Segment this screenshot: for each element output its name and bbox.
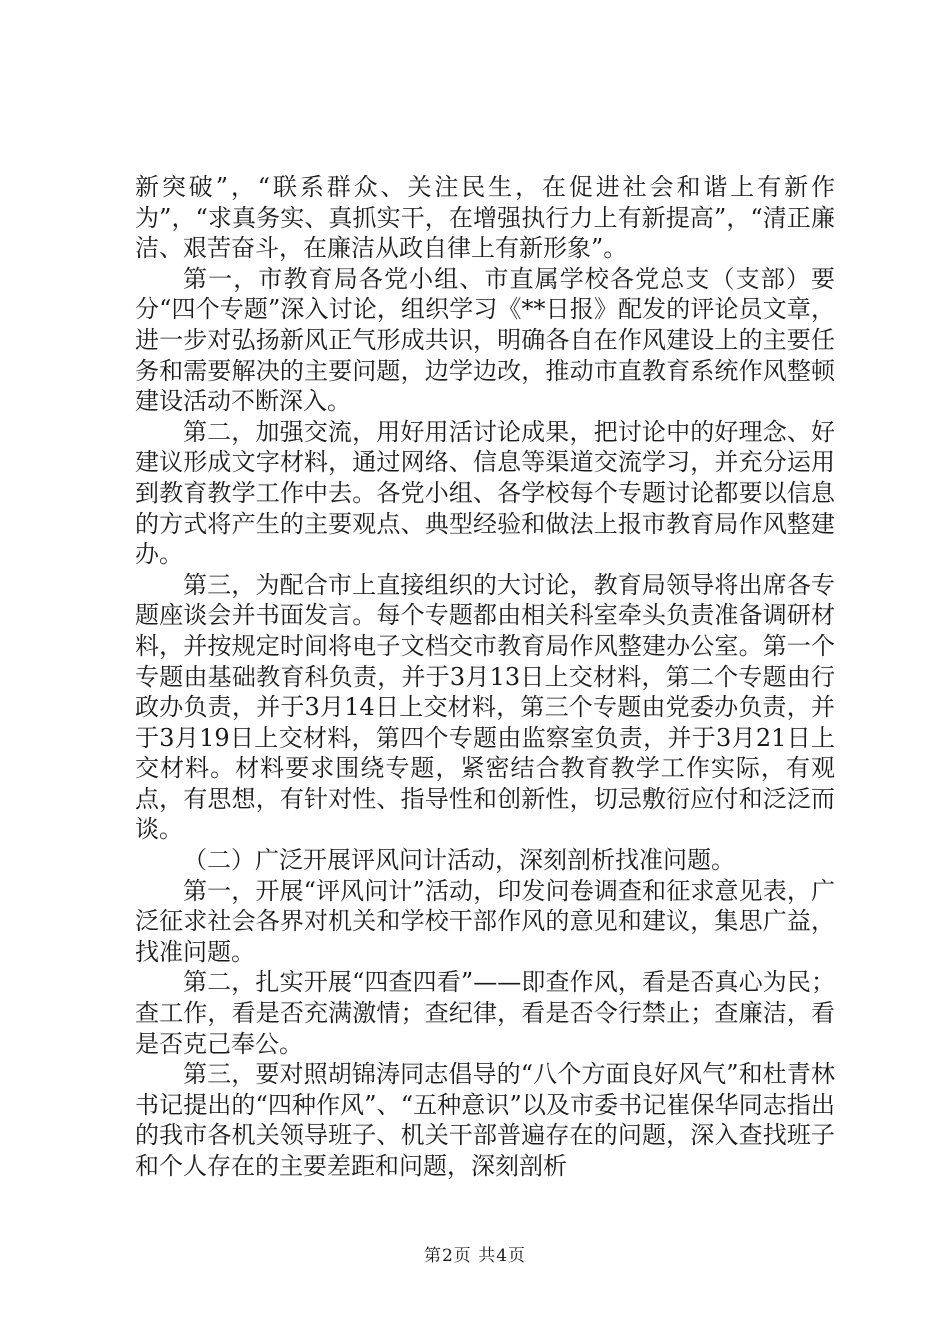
- document-body: [135, 172, 835, 1182]
- page-footer: 第2页 共4页: [423, 1246, 527, 1266]
- paragraph-6: 第一，开展“评风问计”活动，印发问卷调查和征求意见表，广泛征求社会各界对机关和学校干部作风的意见和建议，集思广益，找准问题。: [135, 876, 835, 966]
- paragraph-8: 第三，要对照胡锦涛同志倡导的“八个方面良好风气”和杜青林书记提出的“四种作风”、“五种意识”以及市委书记崔保华同志指出的我市各机关领导班子、机关干部普遍存在的问题，深入查找班子和个人存在的主要差距和问题，深刻剖析: [135, 1060, 835, 1180]
- paragraph-2: 第一，市教育局各党小组、市直属学校各党总支（支部）要分“四个专题”深入讨论，组织学习《**日报》配发的评论员文章，进一步对弘扬新风正气形成共识，明确各自在作风建设上的主要任务和需要解决的主要问题，边学边改，推动市直教育系统作风整顿建设活动不断深入。: [135, 264, 835, 416]
- paragraph-3: 第二，加强交流，用好用活讨论成果，把讨论中的好理念、好建议形成文字材料，通过网络、信息等渠道交流学习，并充分运用到教育教学工作中去。各党小组、各学校每个专题讨论都要以信息的方式将产生的主要观点、典型经验和做法上报市教育局作风整建办。: [135, 417, 835, 569]
- section-heading: （二）广泛开展评风问计活动，深刻剖析找准问题。: [183, 846, 735, 875]
- paragraph-7: 第二，扎实开展“四查四看”——即查作风，看是否真心为民；查工作，看是否充满激情；查纪律，看是否令行禁止；查廉洁，看是否克己奉公。: [135, 968, 835, 1058]
- paragraph-4: 第三，为配合市上直接组织的大讨论，教育局领导将出席各专题座谈会并书面发言。每个专题都由相关科室牵头负责准备调研材料，并按规定时间将电子文档交市教育局作风整建办公室。第一个专题由基础教育科负责，并于3月13日上交材料，第二个专题由行政办负责，并于3月14日上交材料，第三个专题由党委办负责，并于3月19日上交材料，第四个专题由监察室负责，并于3月21日上交材料。材料要求围绕专题，紧密结合教育教学工作实际，有观点，有思想，有针对性、指导性和创新性，切忌敷衍应付和泛泛而谈。: [135, 570, 835, 844]
- paragraph-1: 新突破”，“联系群众、关注民生，在促进社会和谐上有新作为”，“求真务实、真抓实干，在增强执行力上有新提高”，“清正廉洁、艰苦奋斗，在廉洁从政自律上有新形象”。: [135, 173, 835, 263]
